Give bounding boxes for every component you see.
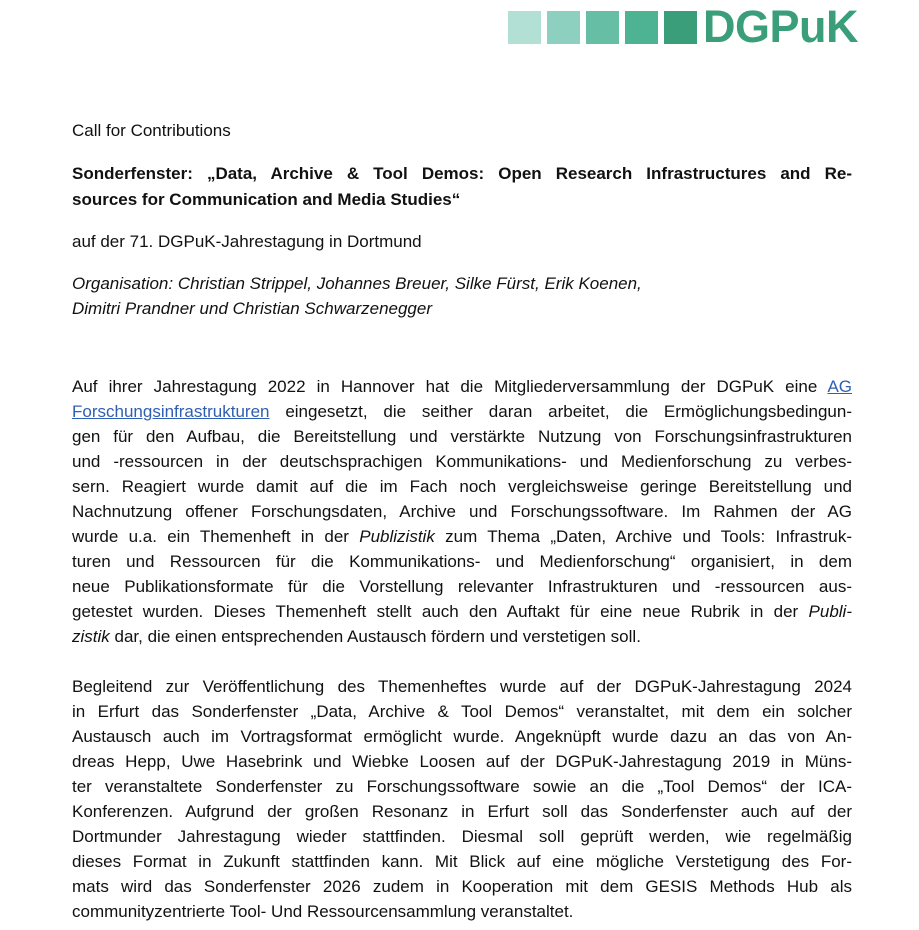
paragraph-line: neue Publikationsformate für die Vorstellung relevanter Infrastrukturen und -ressourcen aus-	[72, 577, 852, 596]
paragraph-line: Austausch auch im Vortragsformat ermöglicht wurde. Angeknüpft wurde dazu an das von An-	[72, 727, 852, 746]
paragraph-line: mats wird das Sonderfenster 2026 zudem in Kooperation mit dem GESIS Methods Hub als	[72, 877, 852, 896]
paragraph-line	[72, 399, 852, 424]
paragraph-line: Begleitend zur Veröffentlichung des Themenheftes wurde auf der DGPuK-Jahrestagung 2024	[72, 677, 852, 696]
logo-square-2	[547, 11, 580, 44]
journal-name: Publizistik	[359, 527, 435, 546]
paragraph-line: ter veranstaltete Sonderfenster zu Forschungssoftware sowie an die „Tool Demos“ der ICA-	[72, 777, 852, 796]
paragraph-line	[72, 599, 852, 624]
paragraph-line: communityzentrierte Tool- Und Ressourcensammlung veranstaltet.	[72, 902, 574, 921]
paragraph-line	[72, 624, 852, 649]
text: getestet wurden. Dieses Themenheft stellt auch den Auftakt für eine neue Rubrik in der	[72, 602, 809, 621]
paragraph-2	[72, 674, 852, 924]
organisers-line: Organisation: Christian Strippel, Johannes Breuer, Silke Fürst, Erik Koenen,	[72, 274, 642, 293]
paragraph-line: gen für den Aufbau, die Bereitstellung und verstärkte Nutzung von Forschungsinfrastrukturen	[72, 427, 852, 446]
text: Auf ihrer Jahrestagung 2022 in Hannover hat die Mitgliederversammlung der DGPuK eine	[72, 377, 828, 396]
organisers	[72, 271, 642, 321]
text: zum Thema „Daten, Archive und Tools: Infrastruk-	[434, 527, 852, 546]
dgpuk-logo	[508, 1, 858, 52]
paragraph-line: turen und Ressourcen für die Kommunikations- und Medienforschung“ organisiert, in dem	[72, 552, 852, 571]
title-line: sources for Communication and Media Studies“	[72, 190, 461, 209]
paragraph-line	[72, 524, 852, 549]
paragraph-line: Nachnutzung offener Forschungsdaten, Archive und Forschungssoftware. Im Rahmen der AG	[72, 502, 852, 521]
paragraph-line	[72, 374, 852, 399]
paragraph-line: Dortmunder Jahrestagung wieder stattfinden. Diesmal soll geprüft werden, wie regelmäßig	[72, 827, 852, 846]
text: wurde u.a. ein Themenheft in der	[72, 527, 360, 546]
logo-square-5	[664, 11, 697, 44]
logo-wordmark: DGPuK	[703, 1, 858, 52]
journal-name: zistik	[72, 627, 110, 646]
ag-forschungsinfrastrukturen-link[interactable]: Forschungsinfrastrukturen	[72, 402, 270, 421]
paragraph-line: Konferenzen. Aufgrund der großen Resonanz in Erfurt soll das Sonderfenster auch auf der	[72, 802, 852, 821]
paragraph-line: dreas Hepp, Uwe Hasebrink und Wiebke Loosen auf der DGPuK-Jahrestagung 2019 in Müns-	[72, 752, 852, 771]
paragraph-line: und -ressourcen in der deutschsprachigen Kommunikations- und Medienforschung zu verbes-	[72, 452, 852, 471]
paragraph-1	[72, 374, 852, 649]
logo-square-4	[625, 11, 658, 44]
paragraph-line: dieses Format in Zukunft stattfinden kann. Mit Blick auf eine mögliche Verstetigung des For-	[72, 852, 852, 871]
logo-square-1	[508, 11, 541, 44]
document-title	[72, 161, 852, 213]
text: dar, die einen entsprechenden Austausch fördern und verstetigen soll.	[109, 627, 641, 646]
paragraph-line: in Erfurt das Sonderfenster „Data, Archive & Tool Demos“ veranstaltet, mit dem ein solcher	[72, 702, 852, 721]
organisers-line: Dimitri Prandner und Christian Schwarzenegger	[72, 299, 432, 318]
journal-name: Publi-	[808, 602, 852, 621]
logo-square-3	[586, 11, 619, 44]
ag-link[interactable]: AG	[827, 377, 852, 396]
paragraph-line: sern. Reagiert wurde damit auf die im Fach noch vergleichsweise geringe Bereitstellung und	[72, 477, 852, 496]
title-line: Sonderfenster: „Data, Archive & Tool Demos: Open Research Infrastructures and Re-	[72, 164, 852, 183]
venue-subtitle: auf der 71. DGPuK-Jahrestagung in Dortmund	[72, 232, 422, 251]
text: eingesetzt, die seither daran arbeitet, die Ermöglichungsbedingun-	[269, 402, 852, 421]
document-kicker: Call for Contributions	[72, 121, 231, 140]
